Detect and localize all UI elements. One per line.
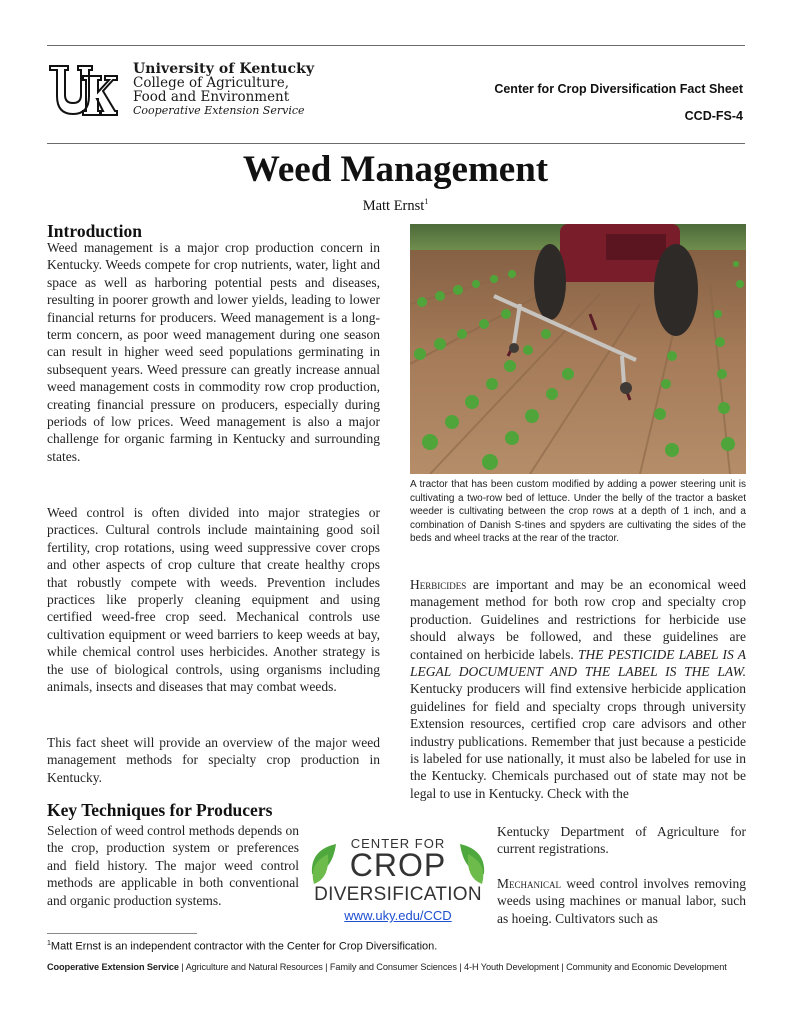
- herbicides-text-1: are important and may be an economical weed management method for both row crop and specialty crop production. Guidelines and restrictions for herbicide use should always be followed, and these guidelines are contained on herbicide labels.: [410, 577, 746, 662]
- university-line-4: Cooperative Extension Service: [133, 104, 305, 117]
- key-techniques-paragraph: Selection of weed control methods depends on the crop, production system or preferences and field history. The major weed control methods are applicable in both conventional and organic production systems.: [47, 823, 299, 908]
- ccd-logo-line-3: DIVERSIFICATION: [314, 884, 482, 905]
- introduction-paragraph-2: Weed control is often divided into major strategies or practices. Cultural controls include maintaining good soil fertility, crop rotations, using weed suppressive cover crops and other aspects of crop culture that create healthy crops that robustly compete with weeds. Prevention includes practices like properly cleaning equipment and using certified weed-free crop seed. Mechanical controls use cultivation equipment or weed barriers to keep weeds at bay, while chemical control uses herbicides. Another strategy is the use of biological controls, using organisms including animals, insects and diseases that may combat weeds.: [47, 505, 380, 695]
- ccd-logo-line-2: CROP: [349, 847, 447, 883]
- university-line-1: University of Kentucky: [133, 61, 315, 77]
- footnote: [47, 940, 437, 953]
- top-rule: [47, 45, 745, 46]
- introduction-paragraph-3: This fact sheet will provide an overview of the major weed management methods for specialty crop production in Kentucky.: [47, 735, 380, 785]
- page-title: Weed Management: [242, 149, 549, 190]
- uk-logo-icon: [47, 62, 119, 120]
- ccd-logo-line-1: CENTER FOR: [350, 836, 446, 851]
- series-title: Center for Crop Diversification Fact Sheet: [494, 82, 743, 96]
- ccd-website-link[interactable]: www.uky.edu/CCD: [344, 908, 452, 923]
- author-footnote-mark: 1: [424, 197, 429, 206]
- series-code: CCD-FS-4: [684, 109, 743, 123]
- university-line-3: Food and Environment: [133, 89, 290, 105]
- introduction-heading: Introduction: [47, 221, 142, 241]
- mechanical-text-1: weed control involves removing weeds using machines or manual labor, such as hoeing. Cultivators such as: [497, 876, 746, 926]
- footer-strong: Cooperative Extension Service: [47, 962, 179, 972]
- herbicides-paragraph-continued: Kentucky Department of Agriculture for current registrations.: [497, 824, 746, 857]
- university-name: [133, 62, 314, 118]
- mechanical-paragraph: [497, 875, 746, 927]
- university-line-2: College of Agriculture,: [133, 75, 290, 91]
- tractor-photo: [410, 224, 746, 474]
- footnote-rule: [47, 933, 197, 934]
- author-name: Matt Ernst: [362, 197, 425, 214]
- footnote-mark: 1: [47, 940, 51, 947]
- right-leaf-icon: [454, 840, 490, 886]
- author-line: [0, 197, 791, 215]
- introduction-paragraph-1: Weed management is a major crop production concern in Kentucky. Weeds compete for crop nutrients, water, light and space as well as harboring potential pests and diseases, resulting in poorer growth and lower yields, leading to lower financial returns for producers. Weed management is a long-term concern, as poor weed management during one season can result in higher weed seed populations germinating in subsequent years. Weed pressure can greatly increase annual weed management costs in commodity row crop production, creating financial pressure on producers, especially during periods of low prices. Weed management is also a major challenge for organic farming in Kentucky and surrounding states.: [47, 240, 380, 464]
- pesticide-label-warning: THE PESTICIDE LABEL IS A LEGAL DOCUMUENT AND THE LABEL IS THE LAW.: [410, 646, 746, 680]
- tractor-cultivating-lettuce-image: [410, 224, 746, 474]
- mechanical-lead: Mechanical: [497, 876, 561, 891]
- herbicides-text-2: Kentucky producers will find extensive herbicide application guidelines for field and specialty crops through university Extension resources, certified crop care advisors and other industry publications. Remember that just because a pesticide is labeled for use nationally, it must also be labeled for use in the Kentucky. Chemicals purchased out of state may not be legal to use in Kentucky. Check with the: [410, 681, 746, 801]
- header-rule: [47, 143, 745, 144]
- footer-departments: | Agriculture and Natural Resources | Family and Consumer Sciences | 4-H Youth Development | Community and Economic Development: [178, 962, 727, 972]
- ccd-logo: [306, 838, 490, 926]
- series-header: [494, 76, 743, 130]
- herbicides-lead: Herbicides: [410, 577, 467, 592]
- footnote-text: Matt Ernst is an independent contractor with the Center for Crop Diversification.: [50, 940, 438, 953]
- herbicides-paragraph: [410, 576, 746, 802]
- left-leaf-icon: [306, 840, 342, 886]
- footer-bar: [47, 962, 727, 972]
- photo-caption: A tractor that has been custom modified by adding a power steering unit is cultivating a two-row bed of lettuce. Under the belly of the tractor a basket weeder is cultivating between the crop rows at a depth of 1 inch, and a combination of Danish S-tines and spyders are cultivating the sides of the beds and wheel tracks at the rear of the tractor.: [410, 479, 746, 545]
- key-techniques-heading: Key Techniques for Producers: [47, 800, 273, 820]
